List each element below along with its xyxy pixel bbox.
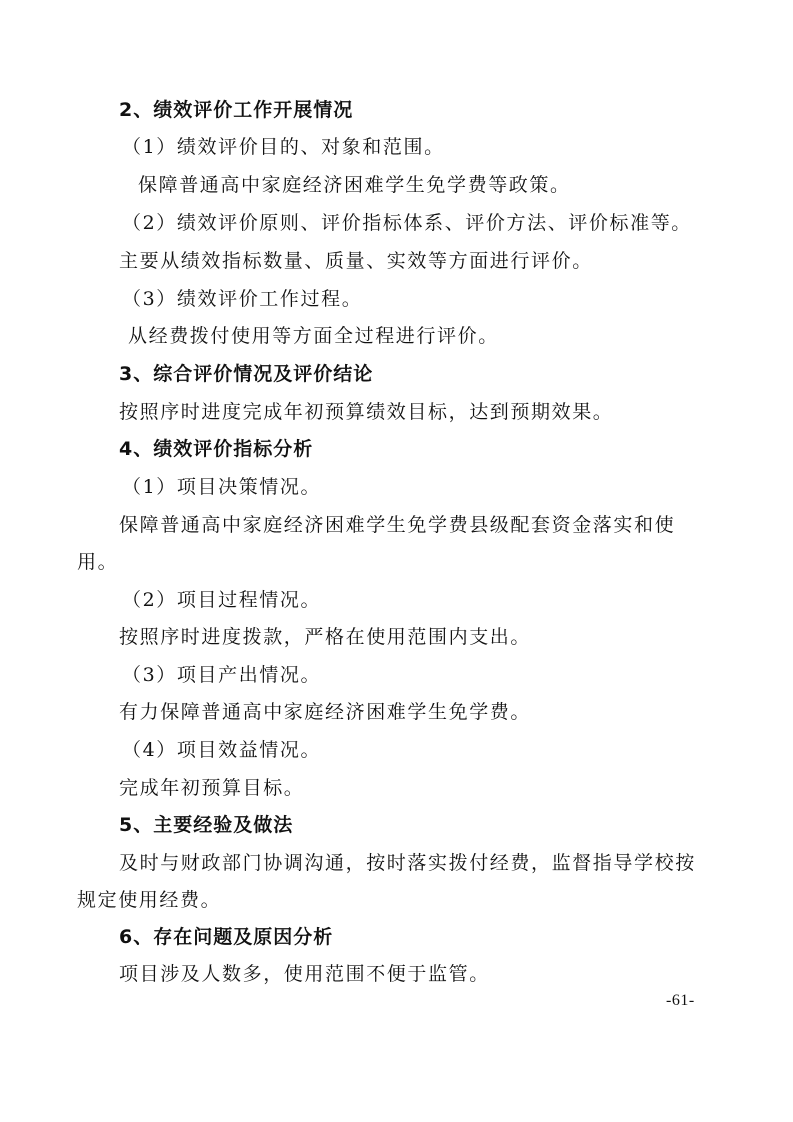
paragraph-line: （1）项目决策情况。	[122, 476, 322, 498]
paragraph-line: 保障普通高中家庭经济困难学生免学费等政策。	[138, 174, 571, 196]
section-heading: 6、存在问题及原因分析	[119, 926, 334, 948]
page-number: -61-	[666, 992, 695, 1009]
paragraph-line: （2）项目过程情况。	[122, 589, 322, 611]
section-heading: 4、绩效评价指标分析	[119, 438, 314, 460]
paragraph-line: 按照序时进度拨款，严格在使用范围内支出。	[119, 626, 532, 648]
paragraph-line: （1）绩效评价目的、对象和范围。	[122, 136, 445, 158]
section-heading: 2、绩效评价工作开展情况	[119, 99, 354, 121]
paragraph-line: 保障普通高中家庭经济困难学生免学费县级配套资金落实和使	[119, 514, 676, 536]
paragraph-line: （3）绩效评价工作过程。	[122, 288, 363, 310]
paragraph-line: 完成年初预算目标。	[119, 777, 305, 799]
section-heading: 3、综合评价情况及评价结论	[119, 363, 374, 385]
paragraph-line: （4）项目效益情况。	[122, 739, 322, 761]
paragraph-line: （3）项目产出情况。	[122, 664, 322, 686]
section-heading: 5、主要经验及做法	[119, 814, 294, 836]
paragraph-line: （2）绩效评价原则、评价指标体系、评价方法、评价标准等。	[122, 212, 692, 234]
paragraph-line: 规定使用经费。	[77, 889, 222, 911]
paragraph-line: 按照序时进度完成年初预算绩效目标，达到预期效果。	[119, 401, 614, 423]
paragraph-line: 及时与财政部门协调沟通，按时落实拨付经费，监督指导学校按	[119, 852, 696, 874]
paragraph-line: 有力保障普通高中家庭经济困难学生免学费。	[119, 701, 532, 723]
paragraph-line: 用。	[77, 551, 119, 573]
paragraph-line: 项目涉及人数多，使用范围不便于监管。	[119, 963, 490, 985]
paragraph-line: 从经费拨付使用等方面全过程进行评价。	[128, 325, 499, 347]
paragraph-line: 主要从绩效指标数量、质量、实效等方面进行评价。	[119, 250, 593, 272]
